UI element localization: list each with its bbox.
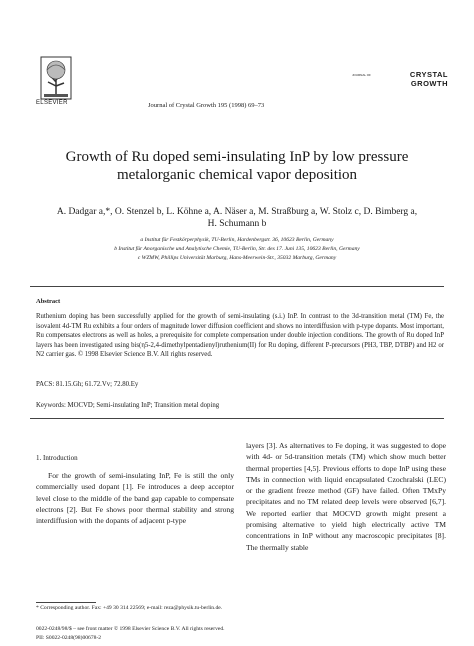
article-title <box>30 148 444 184</box>
title-line-1: Growth of Ru doped semi-insulating InP by low pressure <box>65 149 409 165</box>
divider-bottom <box>30 418 444 419</box>
publisher-name: ELSEVIER <box>36 100 68 106</box>
author-list <box>30 206 444 230</box>
left-column <box>36 454 234 526</box>
keywords: Keywords: MOCVD; Semi-insulating InP; Transition metal doping <box>36 402 220 409</box>
divider-top <box>30 286 444 287</box>
pii-line: PII: S0022-0248(98)00678-2 <box>36 635 102 641</box>
authors-line-2: H. Schumann b <box>207 219 267 229</box>
title-line-2: metalorganic chemical vapor deposition <box>116 167 358 183</box>
affiliation-a: a Institut für Festkörperphysik, TU-Berlin, Hardenbergstr. 36, 10623 Berlin, Germany <box>140 237 334 243</box>
right-column <box>246 440 446 553</box>
affiliations <box>30 236 444 263</box>
footnote: * Corresponding author. Fax: +49 30 314 22569; e-mail: reza@physik.tu-berlin.de. <box>36 605 223 611</box>
elsevier-tree-logo <box>40 56 72 100</box>
journal-logo <box>352 70 448 88</box>
page-header <box>0 0 474 118</box>
affiliation-c: c WZMW, Phillips Universität Marburg, Hans-Meerwein-Str., 35032 Marburg, Germany <box>137 255 337 261</box>
copyright-line: 0022-0248/98/$ – see front matter © 1998 Elsevier Science B.V. All rights reserved. <box>36 626 225 632</box>
pacs-codes: PACS: 81.15.Gh; 61.72.Vv; 72.80.Ey <box>36 381 139 388</box>
journal-citation: Journal of Crystal Growth 195 (1998) 69–73 <box>148 102 265 109</box>
abstract-text: Ruthenium doping has been successfully applied for the growth of semi-insulating (s.i.) InP. In contrast to the 3d-transition metal (TM) Fe, the isovalent 4d-TM Ru exhibits a four orders of magnitude lower diffusion coefficient and shows no interdiffusion with p-type dopants. Most important, Ru compensates electrons as well as holes, a prerequisite for complete compensation under double injection conditions. The growth of Ru doped InP layers has been investigated using bis(η5-2,4-dimethylpentadienyl)ruthenium(II) for Ru doping, different P-precursors (PH3, TBP, DTBP) and H2 or N2 carrier gas. © 1998 Elsevier Science B.V. All rights reserved. <box>36 313 444 359</box>
affiliation-b: b Institut für Anorganische und Analytische Chemie, TU-Berlin, Str. des 17. Juni 135, 10623 Berlin, Germany <box>114 246 360 252</box>
authors-line-1: A. Dadgar a,*, O. Stenzel b, L. Köhne a, A. Näser a, M. Straßburg a, W. Stolz c, D. Bimberg a, <box>56 207 418 217</box>
abstract-heading: Abstract <box>36 298 61 305</box>
footnote-rule <box>36 602 96 603</box>
right-column-text: layers [3]. As alternatives to Fe doping, it was suggested to dope with 4d- or 5d-transition metals (TM) which show much better thermal properties [4,5]. Previous efforts to dope InP using these TMs in connection with liquid encapsulated Czochralski (LEC) or the gradient freeze method (GF) have failed. Often TMxPy precipitates and no TM related deep levels were observed [6,7]. We reported earlier that MOCVD growth might present a promising alternative to yield high electrically active TM concentrations in InP without any macroscopic precipitates [8]. The thermally stable <box>246 441 446 552</box>
journal-logo-line1: CRYSTAL <box>409 70 448 79</box>
journal-logo-small-text: JOURNAL OF <box>352 73 371 77</box>
left-column-text: For the growth of semi-insulating InP, Fe is still the only commercially used dopant [1]. Fe introduces a deep acceptor level close to the middle of the band gap capable to compensate electrons [2]. But Fe shows poor thermal stability and strong interdiffusion with the dopants of adjacent p-type <box>36 471 234 526</box>
journal-logo-line2: GROWTH <box>410 79 448 88</box>
section-heading: 1. Introduction <box>36 454 78 462</box>
